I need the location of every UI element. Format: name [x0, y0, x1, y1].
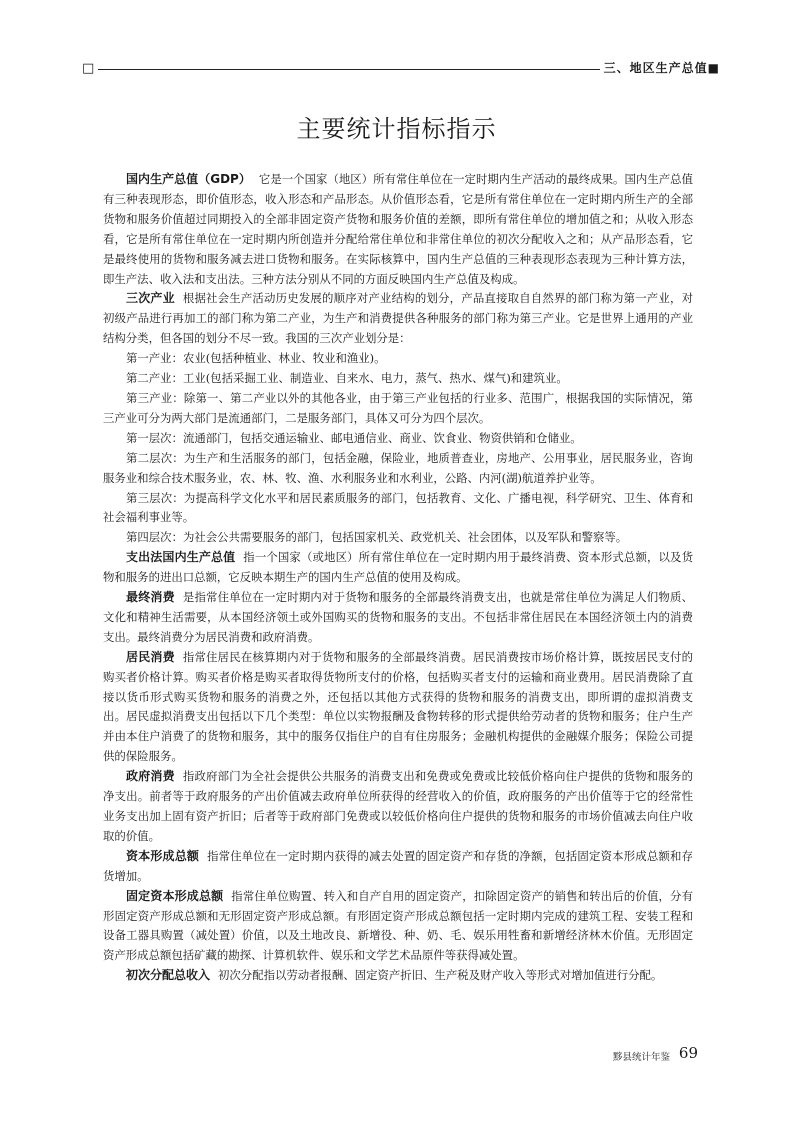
page-number: 69 — [678, 1044, 698, 1062]
paragraph-text: 第三产业：除第一、第二产业以外的其他各业，由于第三产业包括的行业多、范围广，根据我国的实际情况，第三产业可分为两大部门是流通部门，二是服务部门，具体又可分为四个层次。 — [103, 390, 693, 425]
definition-paragraph — [103, 767, 693, 847]
list-paragraph — [103, 449, 693, 489]
header-rule — [98, 69, 600, 70]
definition-paragraph — [103, 847, 693, 887]
paragraph-text: 指常住居民在核算期内对于货物和服务的全部最终消费。居民消费按市场价格计算，既按居民支付的购买者价格计算。购买者价格是购买者取得货物所支付的价格，包括购买者支付的运输和商业费用。居民消费除了直接以货币形式购买货物和服务的消费之外，还包括以其他方式获得的货物和服务的消费支出，即所谓的虚拟消费支出。居民虚拟消费支出包括以下几个类型：单位以实物报酬及食物转移的形式提供给劳动者的货物和服务；住户生产并由本住户消费了的货物和服务，其中的服务仅指住户的自有住房服务；金融机构提供的金融媒介服务；保险公司提供的保险服务。 — [103, 649, 693, 764]
paragraph-text: 是指常住单位在一定时期内对于货物和服务的全部最终消费支出，也就是常住单位为满足人们物质、文化和精神生活需要，从本国经济领土或外国购买的货物和服务的支出。不包括非常住居民在本国经济领土内的消费支出。最终消费分为居民消费和政府消费。 — [103, 590, 693, 644]
list-paragraph — [103, 349, 693, 369]
paragraph-text: 第二产业：工业(包括采掘工业、制造业、自来水、电力，蒸气、热水、煤气)和建筑业。 — [126, 371, 568, 386]
term-heading: 最终消费 — [126, 590, 175, 605]
definition-paragraph — [103, 887, 693, 967]
term-heading: 初次分配总收入 — [126, 968, 211, 983]
yearbook-source: 黟县统计年鉴 — [612, 1052, 670, 1063]
list-paragraph — [103, 528, 693, 548]
paragraph-text: 根据社会生产活动历史发展的顺序对产业结构的划分，产品直接取自自然界的部门称为第一产业，对初级产品进行再加工的部门称为第二产业，为生产和消费提供各种服务的部门称为第三产业。它是世界上通用的产业结构分类，但各国的划分不尽一致。我国的三次产业划分是： — [103, 291, 693, 346]
running-head — [82, 58, 720, 76]
term-heading: 政府消费 — [126, 769, 175, 784]
definition-paragraph — [103, 648, 693, 767]
body-text — [103, 170, 693, 986]
paragraph-text: 第三层次：为提高科学文化水平和居民素质服务的部门，包括教育、文化、广播电视，科学研究、卫生、体育和社会福利事业等。 — [103, 490, 693, 525]
paragraph-text: 第一产业：农业(包括种植业、林业、牧业和渔业)。 — [126, 351, 386, 366]
paragraph-text: 初次分配指以劳动者报酬、固定资产折旧、生产税及财产收入等形式对增加值进行分配。 — [218, 968, 663, 983]
list-paragraph — [103, 489, 693, 529]
term-heading: 支出法国内生产总值 — [126, 550, 236, 565]
paragraph-text: 指常住单位在一定时期内获得的减去处置的固定资产和存货的净额，包括固定资本形成总额和存货增加。 — [103, 848, 693, 883]
list-paragraph — [103, 429, 693, 449]
term-heading: 三次产业 — [126, 291, 175, 306]
definition-paragraph — [103, 548, 693, 588]
definition-paragraph — [103, 289, 693, 349]
paragraph-text: 第二层次：为生产和生活服务的部门，包括金融，保险业，地质普查业，房地产、公用事业，居民服务业，咨询服务业和综合技术服务业，农、林、牧、渔、水利服务业和水利业，公路、内河(湖)航道养护业等。 — [103, 450, 693, 485]
square-box-icon: □ — [82, 61, 95, 76]
definition-paragraph — [103, 588, 693, 648]
page-title: 主要统计指标指示 — [296, 115, 497, 143]
paragraph-text: 指常住单位购置、转入和自产自用的固定资产，扣除固定资产的销售和转出后的价值，分有形固定资产形成总额和无形固定资产形成总额。有形固定资产形成总额包括一定时期内完成的建筑工程、安装工程和设备工器具购置（减处置）价值，以及土地改良、新增役、种、奶、毛、娱乐用牲畜和新增经济林木价值。无形固定资产形成总额包括矿藏的勘探、计算机软件、娱乐和文学艺术品原件等获得减处置。 — [103, 888, 693, 963]
paragraph-text: 第一层次：流通部门，包括交通运输业、邮电通信业、商业、饮食业、物资供销和仓储业。 — [126, 430, 582, 445]
paragraph-text: 指政府部门为全社会提供公共服务的消费支出和免费或免费或比较低价格向住户提供的货物和服务的净支出。前者等于政府服务的产出价值减去政府单位所获得的经营收入的价值，政府服务的产出价值等于它的经常性业务支出加上固有资产折旧；后者等于政府部门免费或以较低价格向住户提供的货物和服务的市场价值减去向住户收取的价值。 — [103, 769, 693, 843]
paragraph-text: 它是一个国家（地区）所有常住单位在一定时期内生产活动的最终成果。国内生产总值有三种表现形态，即价值形态，收入形态和产品形态。从价值形态看，它是所有常住单位在一定时期内所生产的全部货物和服务价值超过同期投入的全部非固定资产货物和服务价值的差额，即所有常住单位的增加值之和；从收入形态看，它是所有常住单位在一定时期内所创造并分配给常住单位和非常住单位的初次分配收入之和；从产品形态看，它是最终使用的货物和服务减去进口货物和服务。在实际核算中，国内生产总值的三种表现形态表现为三种计算方法，即生产法、收入法和支出法。三种方法分别从不同的方面反映国内生产总值及构成。 — [103, 172, 693, 286]
definition-paragraph — [103, 170, 693, 289]
term-heading: 国内生产总值（GDP） — [126, 172, 251, 186]
definition-paragraph — [103, 966, 693, 986]
list-paragraph — [103, 369, 693, 389]
section-label: 三、地区生产总值■ — [603, 61, 720, 75]
paragraph-text: 第四层次：为社会公共需要服务的部门，包括国家机关、政党机关、社会团体，以及军队和警察等。 — [126, 530, 628, 545]
term-heading: 居民消费 — [126, 649, 175, 664]
term-heading: 资本形成总额 — [126, 848, 200, 863]
list-paragraph — [103, 389, 693, 429]
paragraph-text: 指一个国家（或地区）所有常住单位在一定时期内用于最终消费、资本形式总额，以及货物和服务的进出口总额，它反映本期生产的国内生产总值的使用及构成。 — [103, 550, 693, 585]
page-footer — [612, 1043, 700, 1065]
term-heading: 固定资本形成总额 — [126, 888, 224, 903]
